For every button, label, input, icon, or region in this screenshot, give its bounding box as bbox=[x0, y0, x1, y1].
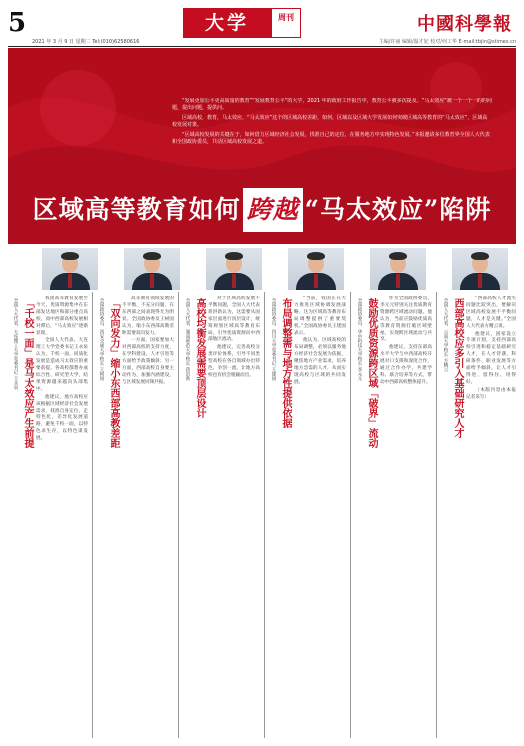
portrait-photo bbox=[42, 248, 98, 290]
article-byline: 全国政协委员、华中科技大学校长 李元元 bbox=[357, 298, 362, 381]
portrait-photo bbox=[452, 248, 508, 290]
header-rule bbox=[8, 46, 516, 47]
headline-highlight: 跨越 bbox=[243, 188, 303, 232]
column-divider bbox=[436, 292, 437, 738]
article-body bbox=[36, 296, 88, 736]
article-paragraph: 一方面，国家要加大对西部高校的支持力度，在学科建设、人才引进等方面给予政策倾斜；另一方面，西部高校自身要主动作为，加强内涵建设，与区域发展同频共振。 bbox=[122, 338, 174, 385]
article-paragraph: （本版内容由本报记者采写） bbox=[466, 387, 516, 400]
intro-paragraph: “区域高校发展的关键在于，如何借力区域经济社会发展，找准自己的定位，在服务地方中实现特色发展。”本报邀请多位教育界全国人大代表和全国政协委员，共话区域高校发展之道。 bbox=[172, 131, 490, 146]
dateline: 2021 年 3 月 9 日 星期二 Tel:(010)62580616 bbox=[32, 39, 140, 45]
article-paragraph: 我国高等教育发展至今天，优质资源集中在东部发达地区和部分重点高校，而中西部高校发展相对滞后，“马太效应”逐渐显现。 bbox=[36, 296, 88, 336]
article-paragraph: 全国人大代表、大连理工大学党委书记王永泉认为，千校一面、同质化发展是造成马太效应的重要前提。各高校都想办成综合性、研究型大学，结果资源越来越向头部集中。 bbox=[36, 338, 88, 392]
articles-area bbox=[8, 246, 516, 740]
newspaper-brand: 中國科學報 bbox=[417, 14, 512, 35]
article-paragraph: 他建议，国家设立专项计划，支持西部高校引进和稳定基础研究人才，在人才待遇、科研条件、职业发展等方面给予倾斜，让人才引得进、留得住、用得好。 bbox=[466, 331, 516, 385]
portrait-photo bbox=[370, 248, 426, 290]
article-paragraph: “西部高校人才流失问题比较突出，要解决区域高校发展不平衡问题，人才是关键。”全国人大代表方精云说。 bbox=[466, 296, 516, 329]
intro-text bbox=[172, 98, 492, 158]
article-headline: 「双向发力」缩小东西部高教差距 bbox=[108, 298, 119, 448]
portrait-photo bbox=[124, 248, 180, 290]
page-number: 5 bbox=[8, 8, 27, 38]
section-masthead bbox=[183, 8, 301, 38]
article-body bbox=[466, 296, 516, 736]
main-headline bbox=[8, 188, 516, 238]
article-paragraph: 高等教育领域发展的不平衡，不充分问题，在东西部之间表现得尤为明显。全国政协委员王树国认为，缩小东西部高教差距需要双向发力。 bbox=[122, 296, 174, 336]
editor-info: 主编/许丽 编辑/温才妃 校对/何工华 E-mail:tbjin@stimes.cn bbox=[378, 39, 516, 45]
article-headline: 高校均衡发展需要顶层设计 bbox=[194, 298, 205, 418]
article-byline: 全国人大代表、云南大学校长 方精云 bbox=[443, 298, 448, 372]
article-paragraph: 他建议，完善高校分类评价体系，引导不同类型高校在各自领域办出特色、争创一流，让地方高校也有机会脱颖而出。 bbox=[208, 345, 260, 378]
portrait-photo bbox=[206, 248, 262, 290]
article-headline: 西部高校应多引入基础研究人才 bbox=[452, 298, 463, 438]
article-byline: 全国人大代表、湖南师范大学校长 蒋洪新 bbox=[185, 298, 190, 381]
article-paragraph: 他建议，地方高校应该根据区域经济社会发展需求，找准自身定位，走特色化、差异化发展道路，避免千校一面，以特色求生存，以特色谋发展。 bbox=[36, 394, 88, 442]
column-divider bbox=[178, 292, 179, 738]
article-byline: 全国政协委员、西安交通大学校长 王树国 bbox=[99, 298, 104, 381]
article-paragraph: “当前，我国正在大力推进区域协调发展战略，这为区域高等教育布局调整提供了重要契机。”全国政协委员王建国表示。 bbox=[294, 296, 346, 336]
article-paragraph: 作为全国政协委员，李元元特别关注优质教育资源跨区域流动问题。他认为，当前应鼓励优质高等教育资源打破区域壁垒，实现跨区域流动与共享。 bbox=[380, 296, 432, 343]
intro-paragraph: 区域高校，教育，马太效应，“马太效应”这个的区域高校差距，如何，区域以及区域大学发展如何突破区域高等教育的“马太效应”，区域高校发展对策。 bbox=[172, 114, 488, 129]
page-header bbox=[8, 6, 516, 46]
newspaper-page bbox=[8, 6, 516, 740]
headline-part-1: 区域高等教育如何 bbox=[32, 195, 241, 224]
feature-banner bbox=[8, 48, 516, 244]
column-divider bbox=[264, 292, 265, 738]
column-divider bbox=[92, 292, 93, 738]
article-headline: 鼓励优质资源跨区域「破界」流动 bbox=[366, 298, 377, 448]
article-headline: 「千校一面」是马太效应产生前提 bbox=[22, 298, 33, 448]
article-byline: 全国政协委员、四川大学党委书记 王建国 bbox=[271, 298, 276, 381]
article-body bbox=[380, 296, 432, 736]
intro-paragraph: “发展更加公平更高质量的教育”“发展教育公平”的大学，2021 年的政府工作报告中，教育公平被多次提及。“马太效应”被一个一个一的的问题，提出问题，提供问。 bbox=[172, 98, 492, 112]
section-title: 大学 bbox=[183, 8, 271, 38]
article-paragraph: 他建议，支持东部高水平大学与中西部高校开展对口支援和深度合作，通过合作办学、共建学科、联合培养等方式，带动中西部高校整体提升。 bbox=[380, 345, 432, 385]
section-subtitle: 周刊 bbox=[271, 8, 301, 38]
article-paragraph: 他认为，区域高校的布局调整，必须以服务地方经济社会发展为依据，聚焦地方产业需求，培养地方急需的人才，从而实现高校与区域的共同发展。 bbox=[294, 338, 346, 385]
article-paragraph: 对于区域高校发展不平衡问题，全国人大代表蒋洪新认为，这需要从国家层面进行顶层设计，统筹规划区域高等教育布局，引导优质资源向中西部地区流动。 bbox=[208, 296, 260, 343]
headline-part-2: “马太效应”陷阱 bbox=[304, 195, 492, 224]
article-body bbox=[208, 296, 260, 736]
portrait-photo bbox=[288, 248, 344, 290]
article-body bbox=[122, 296, 174, 736]
article-byline: 全国人大代表、大连理工大学党委书记 王永泉 bbox=[13, 298, 18, 390]
column-divider bbox=[350, 292, 351, 738]
article-body bbox=[294, 296, 346, 736]
article-headline: 布局调整需与地方性提供依据 bbox=[280, 298, 291, 428]
